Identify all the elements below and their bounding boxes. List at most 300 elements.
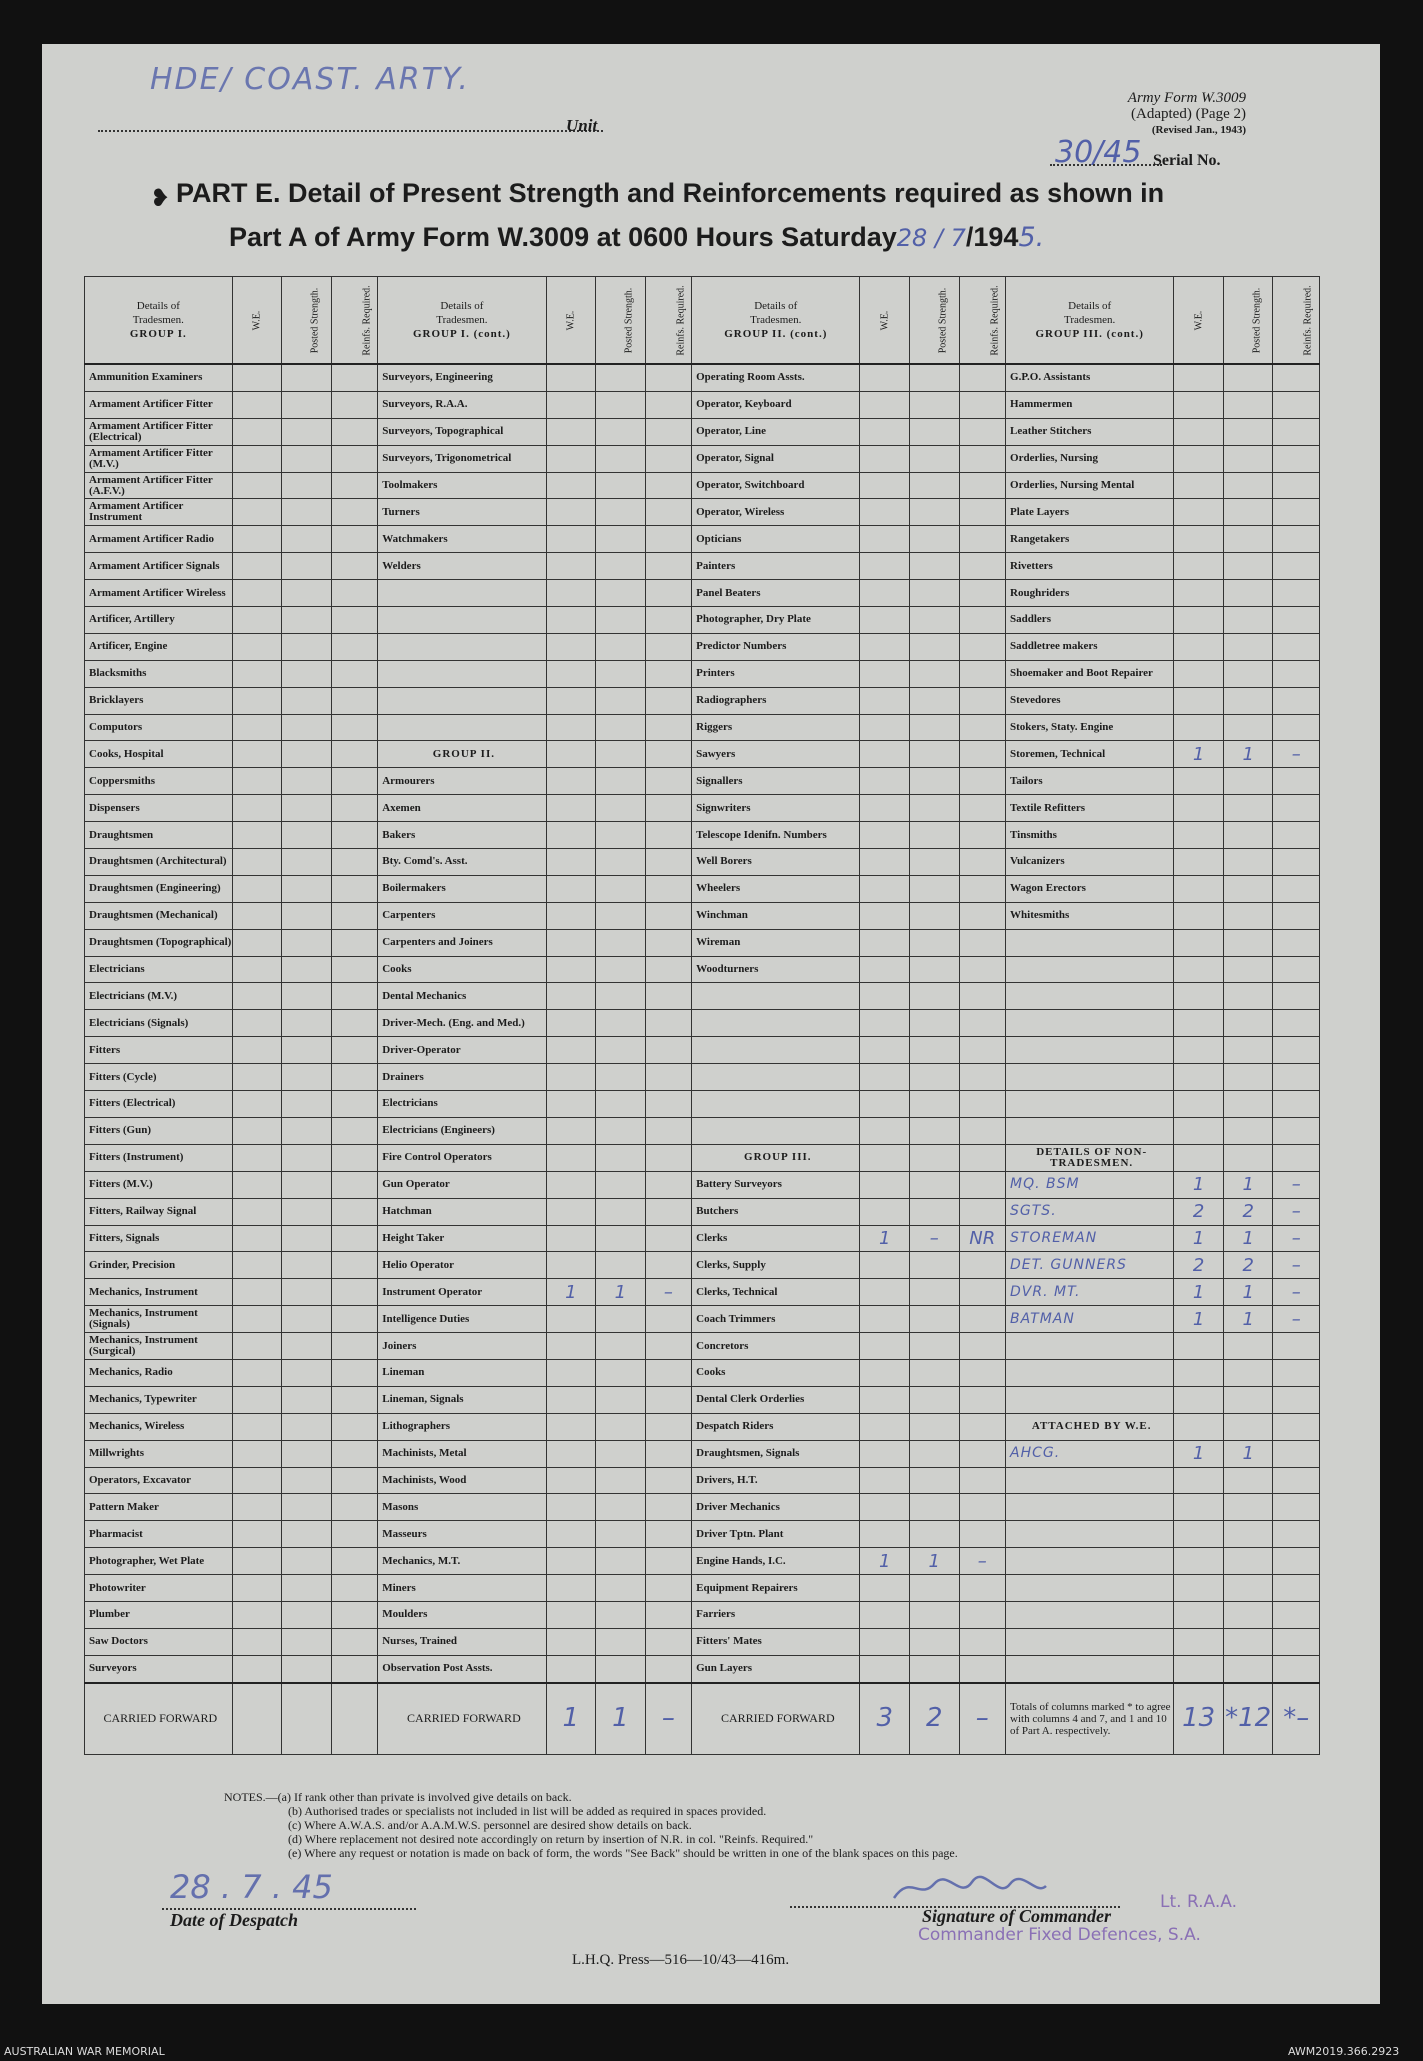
count-cell (546, 1037, 596, 1064)
trade-label: Hammermen (1006, 391, 1174, 418)
count-cell (645, 1601, 691, 1628)
count-cell (910, 1386, 960, 1413)
trade-label: Watchmakers (378, 526, 546, 553)
count-cell (331, 741, 377, 768)
count-cell (1223, 1010, 1273, 1037)
trade-label: Operator, Line (692, 418, 860, 445)
trade-label: Despatch Riders (692, 1413, 860, 1440)
count-cell (910, 526, 960, 553)
count-cell (232, 1091, 282, 1118)
count-cell (860, 1037, 910, 1064)
trade-label (1006, 983, 1174, 1010)
table-row (85, 795, 1320, 822)
trade-label: Nurses, Trained (378, 1628, 546, 1655)
table-row (85, 418, 1320, 445)
count-cell (1223, 956, 1273, 983)
count-cell (232, 1521, 282, 1548)
count-cell (1273, 956, 1320, 983)
trade-label (1006, 1037, 1174, 1064)
trade-label (692, 1010, 860, 1037)
count-cell (860, 607, 910, 634)
table-row (85, 472, 1320, 499)
count-cell (645, 902, 691, 929)
count-cell (546, 472, 596, 499)
count-cell (596, 687, 646, 714)
count-cell (232, 1252, 282, 1279)
count-cell: 1 (1174, 1279, 1224, 1306)
count-cell (331, 849, 377, 876)
count-cell (910, 768, 960, 795)
count-cell (1174, 1601, 1224, 1628)
unit-label: Unit (566, 116, 598, 135)
col-details-group-1: Details of Tradesmen. GROUP I. (85, 277, 233, 365)
table-row (85, 1037, 1320, 1064)
count-cell (959, 1521, 1005, 1548)
count-cell (596, 1333, 646, 1360)
trade-label: Fitters (Gun) (85, 1117, 233, 1144)
trade-label: Mechanics, Instrument (Signals) (85, 1306, 233, 1333)
count-cell (910, 364, 960, 391)
count-cell (959, 1037, 1005, 1064)
table-row (85, 741, 1320, 768)
count-cell (1273, 1521, 1320, 1548)
count-cell (1174, 1091, 1224, 1118)
count-cell (959, 1601, 1005, 1628)
count-cell (1223, 526, 1273, 553)
trade-label: Fitters, Railway Signal (85, 1198, 233, 1225)
count-cell (645, 1548, 691, 1575)
count-cell (959, 1440, 1005, 1467)
count-cell (282, 768, 332, 795)
count-cell (282, 822, 332, 849)
trade-label: Ammunition Examiners (85, 364, 233, 391)
table-row (85, 929, 1320, 956)
pointer-mark-icon: ❥ (150, 186, 171, 212)
trade-label: Roughriders (1006, 580, 1174, 607)
count-cell (596, 1064, 646, 1091)
trade-label: Whitesmiths (1006, 902, 1174, 929)
count-cell (910, 849, 960, 876)
col-posted: Posted Strength. (596, 277, 646, 365)
trade-label: Photographer, Wet Plate (85, 1548, 233, 1575)
trade-label (378, 714, 546, 741)
count-cell (959, 822, 1005, 849)
count-cell (959, 418, 1005, 445)
serial-label: Serial No. (1153, 152, 1221, 169)
count-cell (910, 1333, 960, 1360)
trade-label: Driver-Operator (378, 1037, 546, 1064)
trade-label (692, 983, 860, 1010)
table-row (85, 364, 1320, 391)
count-cell (959, 714, 1005, 741)
trade-label: Predictor Numbers (692, 633, 860, 660)
count-cell (282, 580, 332, 607)
count-cell (1273, 660, 1320, 687)
trade-label: Electricians (85, 956, 233, 983)
table-row (85, 1575, 1320, 1602)
count-cell (546, 1386, 596, 1413)
count-cell (1174, 526, 1224, 553)
count-cell (910, 1252, 960, 1279)
count-cell (1273, 1440, 1320, 1467)
count-cell (1273, 687, 1320, 714)
trade-label: Mechanics, Radio (85, 1359, 233, 1386)
count-cell (331, 1440, 377, 1467)
table-row (85, 1091, 1320, 1118)
count-cell (910, 1413, 960, 1440)
count-cell (232, 633, 282, 660)
count-cell (1223, 1117, 1273, 1144)
count-cell (282, 1386, 332, 1413)
count-cell (596, 1144, 646, 1171)
trade-label: Operator, Signal (692, 445, 860, 472)
count-cell: – (1273, 741, 1320, 768)
count-cell (331, 526, 377, 553)
count-cell (860, 472, 910, 499)
count-cell (546, 1575, 596, 1602)
count-cell (645, 1010, 691, 1037)
count-cell: 2 (1223, 1252, 1273, 1279)
count-cell (282, 607, 332, 634)
page-title-line-1: PART E. Detail of Present Strength and Reinforcements required as shown in (176, 178, 1165, 208)
trade-label: Armament Artificer Fitter (A.F.V.) (85, 472, 233, 499)
count-cell (546, 660, 596, 687)
trade-label: Wheelers (692, 875, 860, 902)
count-cell (645, 418, 691, 445)
trade-label: Draughtsmen (85, 822, 233, 849)
table-row (85, 1386, 1320, 1413)
count-cell: – (1273, 1225, 1320, 1252)
count-cell (331, 418, 377, 445)
count-cell (910, 1117, 960, 1144)
count-cell (596, 1467, 646, 1494)
count-cell (860, 1091, 910, 1118)
count-cell (910, 714, 960, 741)
count-cell: 1 (1174, 1225, 1224, 1252)
count-cell (645, 741, 691, 768)
count-cell (331, 1494, 377, 1521)
count-cell (596, 983, 646, 1010)
count-cell (959, 687, 1005, 714)
count-cell (910, 1144, 960, 1171)
count-cell (232, 445, 282, 472)
trade-label (692, 1117, 860, 1144)
title-year-hand: 5. (1018, 222, 1045, 253)
count-cell (546, 1467, 596, 1494)
count-cell (282, 1279, 332, 1306)
count-cell (331, 1279, 377, 1306)
trade-label: DET. GUNNERS (1006, 1252, 1174, 1279)
count-cell (282, 875, 332, 902)
trade-label: MQ. BSM (1006, 1171, 1174, 1198)
count-cell (645, 1440, 691, 1467)
count-cell (282, 1306, 332, 1333)
col-we: W.E. (232, 277, 282, 365)
table-row (85, 1359, 1320, 1386)
count-cell (1174, 1628, 1224, 1655)
trade-label: Operator, Switchboard (692, 472, 860, 499)
count-cell (232, 929, 282, 956)
count-cell (232, 1198, 282, 1225)
trade-label: Opticians (692, 526, 860, 553)
carried-forward-row: CARRIED FORWARD CARRIED FORWARD 1 1 – CARRIED FORWARD 3 2 – Totals of columns marked * to agree with columns 4 and 7, and 1 and 10 of Part A. respectively. 13 *12 *– (85, 1683, 1320, 1755)
trade-label: STOREMAN (1006, 1225, 1174, 1252)
trade-label: Armament Artificer Fitter (M.V.) (85, 445, 233, 472)
trade-label: Armourers (378, 768, 546, 795)
count-cell (546, 1359, 596, 1386)
count-cell (232, 795, 282, 822)
trade-label: Concretors (692, 1333, 860, 1360)
count-cell (546, 902, 596, 929)
count-cell (232, 849, 282, 876)
count-cell (959, 1494, 1005, 1521)
count-cell (282, 795, 332, 822)
form-identifier (1016, 90, 1246, 138)
count-cell (596, 902, 646, 929)
count-cell (232, 472, 282, 499)
count-cell (1174, 633, 1224, 660)
count-cell (645, 795, 691, 822)
trade-label: Tailors (1006, 768, 1174, 795)
count-cell (282, 1144, 332, 1171)
count-cell (596, 1225, 646, 1252)
count-cell (860, 1117, 910, 1144)
trade-label (378, 660, 546, 687)
count-cell (331, 607, 377, 634)
count-cell (596, 391, 646, 418)
count-cell (331, 714, 377, 741)
count-cell (546, 1548, 596, 1575)
count-cell (860, 418, 910, 445)
trade-label (1006, 1467, 1174, 1494)
count-cell (282, 1628, 332, 1655)
count-cell (645, 822, 691, 849)
trade-label: GROUP III. (692, 1144, 860, 1171)
trade-label: Dispensers (85, 795, 233, 822)
trade-label: Plumber (85, 1601, 233, 1628)
count-cell (910, 741, 960, 768)
count-cell (1273, 1333, 1320, 1360)
trade-label (1006, 1117, 1174, 1144)
count-cell (232, 1440, 282, 1467)
count-cell (546, 580, 596, 607)
count-cell (546, 526, 596, 553)
trade-label (1006, 1386, 1174, 1413)
count-cell (910, 687, 960, 714)
count-cell (910, 1575, 960, 1602)
count-cell (331, 1655, 377, 1682)
count-cell (546, 1171, 596, 1198)
count-cell (959, 1091, 1005, 1118)
table-row (85, 1279, 1320, 1306)
trade-label: Bty. Comd's. Asst. (378, 849, 546, 876)
count-cell (1273, 1359, 1320, 1386)
count-cell (282, 902, 332, 929)
count-cell (232, 983, 282, 1010)
col-details-group-1-cont: Details of Tradesmen. GROUP I. (cont.) (378, 277, 546, 365)
count-cell (645, 1064, 691, 1091)
trade-label (1006, 1010, 1174, 1037)
trade-label: Plate Layers (1006, 499, 1174, 526)
count-cell (546, 795, 596, 822)
trade-label: Photowriter (85, 1575, 233, 1602)
count-cell (860, 580, 910, 607)
table-row (85, 1171, 1320, 1198)
count-cell (959, 1279, 1005, 1306)
trade-label (1006, 1575, 1174, 1602)
count-cell (645, 1225, 691, 1252)
table-row (85, 1521, 1320, 1548)
count-cell (282, 1171, 332, 1198)
credit-accession: AWM2019.366.2923 (1288, 2045, 1400, 2058)
trade-label: Electricians (Engineers) (378, 1117, 546, 1144)
count-cell (860, 875, 910, 902)
trade-label: Orderlies, Nursing Mental (1006, 472, 1174, 499)
note-e: (e) Where any request or notation is made on back of form, the words "See Back" should be written in one of the blank spaces on this page. (288, 1846, 958, 1860)
count-cell (1223, 1467, 1273, 1494)
trade-label: Fitters (M.V.) (85, 1171, 233, 1198)
col-we: W.E. (860, 277, 910, 365)
count-cell (959, 1252, 1005, 1279)
trade-label (378, 687, 546, 714)
trade-label: Radiographers (692, 687, 860, 714)
count-cell (959, 983, 1005, 1010)
count-cell (331, 956, 377, 983)
trade-label (1006, 1548, 1174, 1575)
count-cell (232, 768, 282, 795)
count-cell (1273, 1037, 1320, 1064)
count-cell (331, 687, 377, 714)
count-cell (645, 714, 691, 741)
trade-label: Cooks, Hospital (85, 741, 233, 768)
table-row (85, 902, 1320, 929)
count-cell (232, 1494, 282, 1521)
count-cell (910, 1091, 960, 1118)
count-cell (546, 1198, 596, 1225)
count-cell (331, 1198, 377, 1225)
count-cell (1174, 499, 1224, 526)
count-cell (645, 1198, 691, 1225)
trade-label: Mechanics, Instrument (Surgical) (85, 1333, 233, 1360)
trade-label: Wagon Erectors (1006, 875, 1174, 902)
count-cell (910, 1279, 960, 1306)
trade-label: Welders (378, 553, 546, 580)
count-cell (282, 1655, 332, 1682)
count-cell (860, 1494, 910, 1521)
trade-label: Grinder, Precision (85, 1252, 233, 1279)
trade-label: Woodturners (692, 956, 860, 983)
count-cell (959, 1171, 1005, 1198)
count-cell (331, 1467, 377, 1494)
count-cell (1174, 391, 1224, 418)
count-cell (1223, 633, 1273, 660)
count-cell (596, 1521, 646, 1548)
trade-label: Butchers (692, 1198, 860, 1225)
count-cell (596, 768, 646, 795)
trade-label: BATMAN (1006, 1306, 1174, 1333)
count-cell (546, 1333, 596, 1360)
count-cell (860, 929, 910, 956)
count-cell (645, 1467, 691, 1494)
count-cell (1174, 1467, 1224, 1494)
count-cell (959, 660, 1005, 687)
trade-label: Carpenters and Joiners (378, 929, 546, 956)
count-cell (1174, 768, 1224, 795)
count-cell (959, 1333, 1005, 1360)
count-cell (1174, 795, 1224, 822)
count-cell (596, 956, 646, 983)
count-cell (645, 1386, 691, 1413)
count-cell (1174, 1010, 1224, 1037)
table-row (85, 1144, 1320, 1171)
count-cell (1223, 983, 1273, 1010)
count-cell (282, 714, 332, 741)
trade-label: Cooks (692, 1359, 860, 1386)
trade-label: Surveyors, R.A.A. (378, 391, 546, 418)
table-row (85, 1010, 1320, 1037)
trade-label: Coach Trimmers (692, 1306, 860, 1333)
count-cell (645, 956, 691, 983)
trade-label: Lineman, Signals (378, 1386, 546, 1413)
trade-label: Armament Artificer Fitter (85, 391, 233, 418)
col-reinfs: Reinfs. Required. (331, 277, 377, 365)
table-row (85, 660, 1320, 687)
count-cell (860, 822, 910, 849)
count-cell (232, 1655, 282, 1682)
count-cell (645, 1628, 691, 1655)
count-cell (282, 1064, 332, 1091)
count-cell (910, 1359, 960, 1386)
count-cell (282, 553, 332, 580)
note-c: (c) Where A.W.A.S. and/or A.A.M.W.S. personnel are desired show details on back. (288, 1818, 692, 1832)
trade-label: Electricians (378, 1091, 546, 1118)
trade-label: Clerks, Supply (692, 1252, 860, 1279)
count-cell (596, 633, 646, 660)
count-cell (282, 364, 332, 391)
trade-label: AHCG. (1006, 1440, 1174, 1467)
table-row (85, 580, 1320, 607)
count-cell (1223, 1386, 1273, 1413)
table-row (85, 1494, 1320, 1521)
table-row (85, 875, 1320, 902)
trade-label: Fitters (85, 1037, 233, 1064)
count-cell (645, 499, 691, 526)
count-cell (645, 526, 691, 553)
count-cell (860, 1575, 910, 1602)
col-we: W.E. (1174, 277, 1224, 365)
press-line: L.H.Q. Press—516—10/43—416m. (572, 1952, 790, 1968)
table-row (85, 526, 1320, 553)
count-cell (645, 983, 691, 1010)
col-details-group-2-cont: Details of Tradesmen. GROUP II. (cont.) (692, 277, 860, 365)
count-cell: 1 (596, 1279, 646, 1306)
count-cell (282, 1198, 332, 1225)
count-cell (1174, 875, 1224, 902)
count-cell (546, 714, 596, 741)
count-cell (645, 768, 691, 795)
count-cell (596, 445, 646, 472)
trade-label: Engine Hands, I.C. (692, 1548, 860, 1575)
count-cell (1223, 1548, 1273, 1575)
count-cell (282, 849, 332, 876)
count-cell (860, 902, 910, 929)
count-cell (910, 1655, 960, 1682)
trade-label: Armament Artificer Instrument (85, 499, 233, 526)
count-cell (282, 956, 332, 983)
count-cell (1223, 364, 1273, 391)
count-cell (546, 768, 596, 795)
count-cell (331, 364, 377, 391)
